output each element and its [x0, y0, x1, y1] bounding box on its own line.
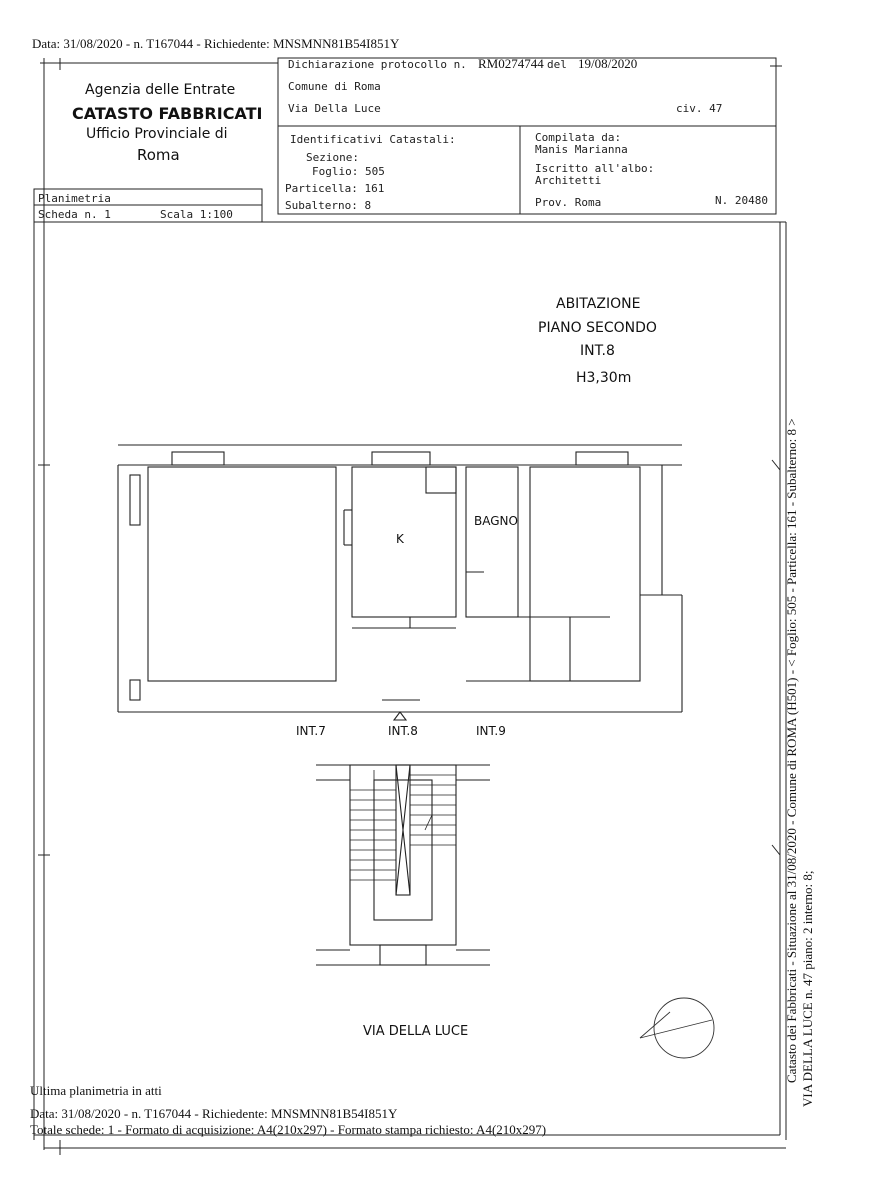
scheda-number: Scheda n. 1	[38, 208, 111, 221]
unit-label-int9: INT.9	[476, 724, 506, 738]
side-catasto-situation: Catasto dei Fabbricati - Situazione al 31/08/2020 - Comune di ROMA (H501) - < Foglio: 505 - Particella: 161 - Subalterno: 8 >	[784, 418, 799, 1083]
agency-name: Agenzia delle Entrate	[85, 82, 236, 98]
catasto-title: CATASTO FABBRICATI	[72, 104, 263, 123]
civic-number: civ. 47	[676, 102, 723, 115]
plan-title-floor: PIANO SECONDO	[538, 320, 657, 336]
room-label-kitchen: K	[396, 532, 404, 546]
albo-value: Architetti	[535, 174, 602, 187]
address-value: Via Della Luce	[288, 102, 381, 115]
plan-title-unit: INT.8	[580, 343, 615, 359]
subalterno-field: Subalterno: 8	[285, 199, 372, 212]
foglio-field: Foglio: 505	[312, 165, 385, 178]
compilata-label: Compilata da:	[535, 131, 622, 144]
footer-last-plan: Ultima planimetria in atti	[30, 1083, 162, 1098]
protocol-number: RM0274744	[478, 56, 544, 71]
protocol-label: Dichiarazione protocollo n.	[288, 58, 467, 71]
particella-field: Particella: 161	[285, 182, 385, 195]
compiler-name: Manis Marianna	[535, 143, 628, 156]
comune-value: Comune di Roma	[288, 80, 381, 93]
province-value: Prov. Roma	[535, 196, 602, 209]
street-label: VIA DELLA LUCE	[363, 1024, 469, 1039]
side-address-line: VIA DELLA LUCE n. 47 piano: 2 interno: 8;	[800, 870, 815, 1107]
unit-label-int7: INT.7	[296, 724, 326, 738]
plan-title-abitazione: ABITAZIONE	[556, 296, 641, 312]
plan-title-height: H3,30m	[576, 370, 632, 386]
albo-label: Iscritto all'albo:	[535, 162, 655, 175]
planimetria-label: Planimetria	[38, 192, 111, 205]
protocol-del: del	[547, 58, 567, 71]
ufficio-label: Ufficio Provinciale di	[86, 126, 228, 142]
compass-icon	[640, 998, 714, 1058]
ufficio-city: Roma	[137, 146, 180, 164]
albo-number: N. 20480	[715, 194, 768, 207]
footer-format-line: Totale schede: 1 - Formato di acquisizione: A4(210x297) - Formato stampa richiesto: A4(210x297)	[30, 1122, 547, 1137]
scale-value: Scala 1:100	[160, 208, 233, 221]
room-label-bathroom: BAGNO	[474, 514, 518, 528]
protocol-date: 19/08/2020	[578, 56, 638, 71]
footer-request-line: Data: 31/08/2020 - n. T167044 - Richiedente: MNSMNN81B54I851Y	[30, 1106, 398, 1121]
sezione-field: Sezione:	[306, 151, 359, 164]
identificativi-title: Identificativi Catastali:	[290, 133, 456, 146]
unit-label-int8: INT.8	[388, 724, 418, 738]
top-request-line: Data: 31/08/2020 - n. T167044 - Richiedente: MNSMNN81B54I851Y	[32, 36, 400, 51]
